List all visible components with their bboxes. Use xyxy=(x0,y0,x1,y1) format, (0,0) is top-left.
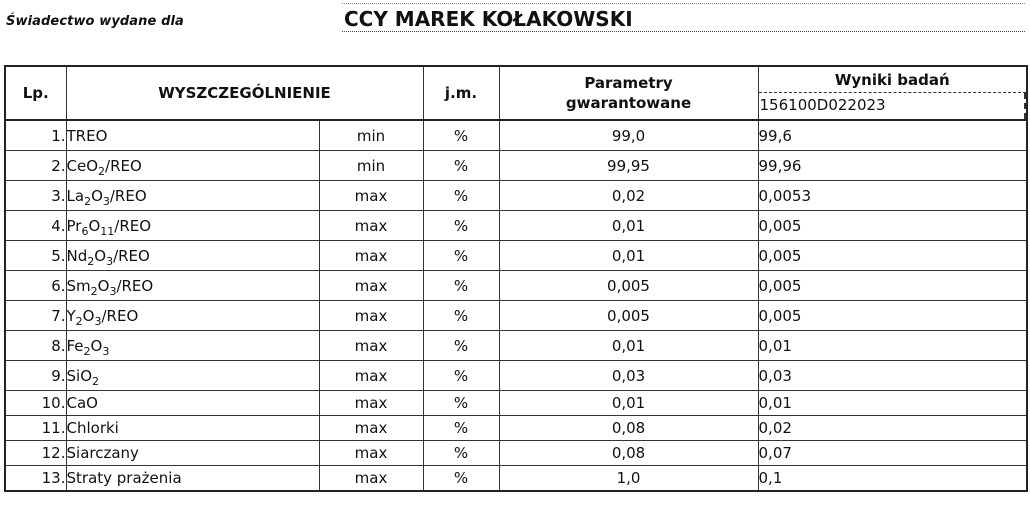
formula-text: Fe xyxy=(66,336,84,355)
table-row xyxy=(5,391,1027,416)
row-number: 1. xyxy=(5,120,66,151)
formula-subscript: 2 xyxy=(90,284,98,298)
row-limit-type: max xyxy=(319,416,423,441)
row-limit-type: max xyxy=(319,181,423,211)
formula-text: TREO xyxy=(66,126,108,145)
table-row xyxy=(5,441,1027,466)
row-unit: % xyxy=(423,361,499,391)
row-test-result: 0,07 xyxy=(758,441,1027,466)
row-guaranteed-value: 0,08 xyxy=(499,441,758,466)
formula-subscript: 3 xyxy=(109,284,117,298)
row-limit-type: max xyxy=(319,391,423,416)
formula-subscript: 3 xyxy=(106,254,114,268)
formula-subscript: 2 xyxy=(92,374,99,388)
row-guaranteed-value: 0,08 xyxy=(499,416,758,441)
formula-text: O xyxy=(88,216,101,235)
formula-text: Pr xyxy=(66,216,82,235)
row-test-result: 0,1 xyxy=(758,466,1027,492)
table-row xyxy=(5,301,1027,331)
row-number: 11. xyxy=(5,416,66,441)
formula-subscript: 3 xyxy=(94,314,102,328)
row-test-result: 0,005 xyxy=(758,271,1027,301)
row-parameter-name xyxy=(66,241,319,271)
formula-text: /REO xyxy=(116,276,154,295)
table-row xyxy=(5,181,1027,211)
table-row xyxy=(5,241,1027,271)
row-parameter-name xyxy=(66,466,319,492)
row-number: 4. xyxy=(5,211,66,241)
row-test-result: 0,02 xyxy=(758,416,1027,441)
formula-text: /REO xyxy=(105,156,142,175)
row-number: 6. xyxy=(5,271,66,301)
row-limit-type: max xyxy=(319,241,423,271)
row-parameter-name xyxy=(66,211,319,241)
table-row xyxy=(5,466,1027,492)
formula-subscript: 2 xyxy=(87,254,95,268)
row-number: 2. xyxy=(5,151,66,181)
row-test-result: 0,03 xyxy=(758,361,1027,391)
row-test-result: 0,005 xyxy=(758,241,1027,271)
row-guaranteed-value: 1,0 xyxy=(499,466,758,492)
row-test-result: 0,005 xyxy=(758,301,1027,331)
formula-subscript: 3 xyxy=(102,344,110,358)
row-test-result: 99,6 xyxy=(758,120,1027,151)
formula-text: Y xyxy=(66,306,76,325)
row-unit: % xyxy=(423,441,499,466)
formula-text: O xyxy=(90,336,103,355)
results-header-title: Wyniki badań xyxy=(759,67,1027,93)
row-unit: % xyxy=(423,211,499,241)
row-parameter-name xyxy=(66,361,319,391)
row-guaranteed-value: 99,95 xyxy=(499,151,758,181)
table-row xyxy=(5,211,1027,241)
row-parameter-name xyxy=(66,331,319,361)
formula-subscript: 2 xyxy=(98,164,106,178)
row-test-result: 0,0053 xyxy=(758,181,1027,211)
formula-subscript: 3 xyxy=(102,194,110,208)
row-unit: % xyxy=(423,416,499,441)
formula-subscript: 2 xyxy=(83,344,91,358)
row-limit-type: max xyxy=(319,466,423,492)
table-header xyxy=(5,66,1027,120)
table-row xyxy=(5,416,1027,441)
row-number: 13. xyxy=(5,466,66,492)
row-limit-type: max xyxy=(319,271,423,301)
row-unit: % xyxy=(423,120,499,151)
recipient-name: CCY MAREK KOŁAKOWSKI xyxy=(342,6,1025,32)
row-number: 3. xyxy=(5,181,66,211)
row-guaranteed-value: 99,0 xyxy=(499,120,758,151)
row-number: 8. xyxy=(5,331,66,361)
row-guaranteed-value: 0,005 xyxy=(499,271,758,301)
row-test-result: 0,005 xyxy=(758,211,1027,241)
params-header-line1: Parametry xyxy=(584,74,673,92)
column-header-results xyxy=(758,66,1027,120)
row-parameter-name xyxy=(66,181,319,211)
row-unit: % xyxy=(423,271,499,301)
formula-text: /REO xyxy=(109,186,147,205)
row-guaranteed-value: 0,01 xyxy=(499,331,758,361)
row-guaranteed-value: 0,005 xyxy=(499,301,758,331)
row-parameter-name xyxy=(66,416,319,441)
column-header-specification: WYSZCZEGÓLNIENIE xyxy=(66,66,423,120)
formula-text: Straty prażenia xyxy=(66,469,182,487)
formula-text: Sm xyxy=(66,276,91,295)
row-parameter-name xyxy=(66,120,319,151)
row-guaranteed-value: 0,01 xyxy=(499,241,758,271)
row-number: 9. xyxy=(5,361,66,391)
row-unit: % xyxy=(423,301,499,331)
issued-for-label: Świadectwo wydane dla xyxy=(6,14,184,29)
table-row xyxy=(5,331,1027,361)
row-guaranteed-value: 0,01 xyxy=(499,391,758,416)
row-unit: % xyxy=(423,391,499,416)
row-limit-type: min xyxy=(319,120,423,151)
formula-text: CaO xyxy=(66,394,98,412)
column-header-lp: Lp. xyxy=(5,66,66,120)
row-unit: % xyxy=(423,466,499,492)
row-limit-type: min xyxy=(319,151,423,181)
formula-text: O xyxy=(97,276,110,295)
formula-text: Siarczany xyxy=(66,444,139,462)
column-header-guaranteed-parameters xyxy=(499,66,758,120)
test-results-table xyxy=(4,65,1028,492)
row-test-result: 0,01 xyxy=(758,331,1027,361)
table-row xyxy=(5,271,1027,301)
formula-text: /REO xyxy=(114,216,152,235)
row-guaranteed-value: 0,03 xyxy=(499,361,758,391)
row-limit-type: max xyxy=(319,331,423,361)
row-unit: % xyxy=(423,181,499,211)
row-number: 10. xyxy=(5,391,66,416)
formula-subscript: 2 xyxy=(75,314,83,328)
recipient-top-rule xyxy=(342,3,1025,4)
formula-text: Nd xyxy=(66,246,88,265)
row-unit: % xyxy=(423,331,499,361)
formula-text: O xyxy=(94,246,107,265)
row-limit-type: max xyxy=(319,211,423,241)
formula-subscript: 2 xyxy=(84,194,92,208)
table-row xyxy=(5,120,1027,151)
table-body xyxy=(5,120,1027,491)
row-test-result: 99,96 xyxy=(758,151,1027,181)
formula-subscript: 11 xyxy=(100,224,115,238)
formula-text: /REO xyxy=(101,306,139,325)
table-row xyxy=(5,361,1027,391)
row-guaranteed-value: 0,01 xyxy=(499,211,758,241)
row-number: 5. xyxy=(5,241,66,271)
params-header-line2: gwarantowane xyxy=(565,94,692,112)
row-unit: % xyxy=(423,241,499,271)
row-guaranteed-value: 0,02 xyxy=(499,181,758,211)
formula-text: SiO xyxy=(66,366,92,385)
row-number: 12. xyxy=(5,441,66,466)
row-number: 7. xyxy=(5,301,66,331)
formula-text: CeO xyxy=(66,156,99,175)
formula-text: O xyxy=(91,186,103,205)
row-limit-type: max xyxy=(319,441,423,466)
row-parameter-name xyxy=(66,151,319,181)
formula-text: /REO xyxy=(113,246,150,265)
row-test-result: 0,01 xyxy=(758,391,1027,416)
batch-code: 156100D022023 xyxy=(759,93,1027,119)
row-limit-type: max xyxy=(319,301,423,331)
row-unit: % xyxy=(423,151,499,181)
row-parameter-name xyxy=(66,441,319,466)
column-header-unit: j.m. xyxy=(423,66,499,120)
row-parameter-name xyxy=(66,271,319,301)
table-row xyxy=(5,151,1027,181)
formula-text: La xyxy=(66,186,85,205)
formula-subscript: 6 xyxy=(81,224,89,238)
formula-text: O xyxy=(82,306,95,325)
row-parameter-name xyxy=(66,301,319,331)
formula-text: Chlorki xyxy=(66,419,119,437)
row-parameter-name xyxy=(66,391,319,416)
row-limit-type: max xyxy=(319,361,423,391)
